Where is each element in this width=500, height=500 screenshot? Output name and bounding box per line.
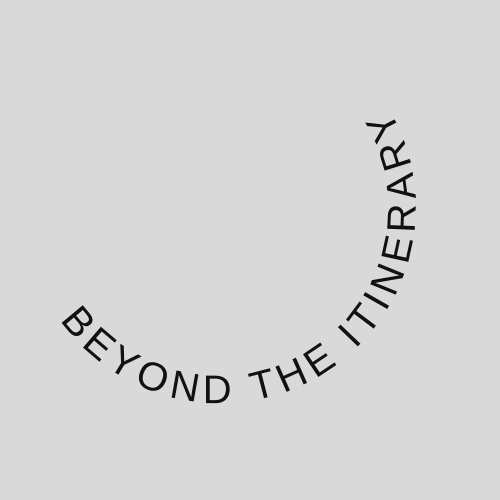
logo-text <box>53 100 426 412</box>
logo-text-path: BEYOND THE ITINERARY <box>52 99 426 413</box>
